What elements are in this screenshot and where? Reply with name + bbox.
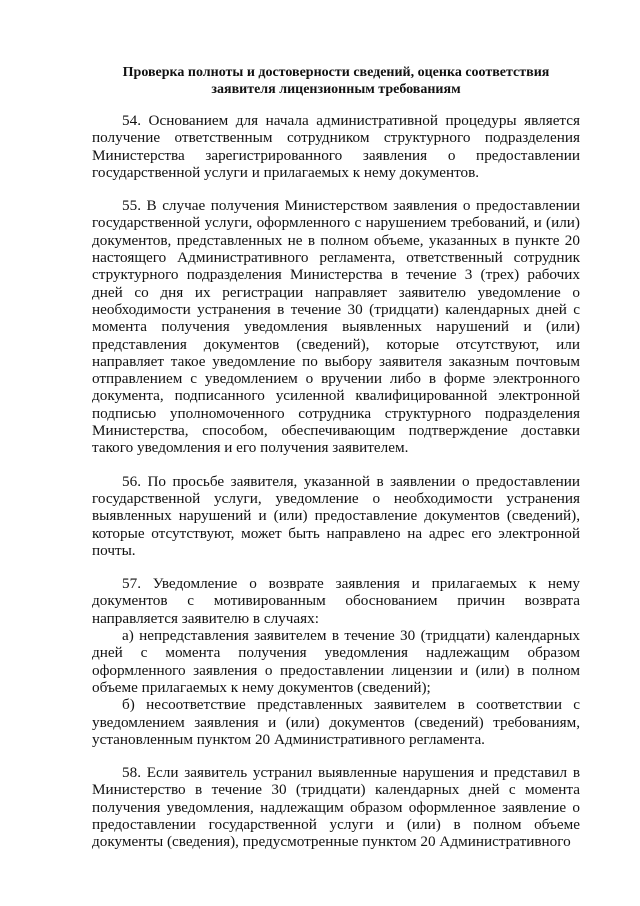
paragraph-57-item-b: б) несоответствие представленных заявителем в соответствии с уведомлением заявления и (или) документов (сведений) требованиям, установленным пунктом 20 Административного регламента. (92, 696, 580, 748)
paragraph-57-item-a: а) непредставления заявителем в течение 30 (тридцати) календарных дней с момента получения уведомления надлежащим образом оформленного заявления о предоставлении лицензии и (или) в полном объеме прилагаемых к нему документов (сведений); (92, 627, 580, 696)
paragraph-54: 54. Основанием для начала административной процедуры является получение ответственным сотрудником структурного подразделения Министерства зарегистрированного заявления о предоставлении государственной услуги и прилагаемых к нему документов. (92, 112, 580, 181)
paragraph-56: 56. По просьбе заявителя, указанной в заявлении о предоставлении государственной услуги, уведомление о необходимости устранения выявленных нарушений и (или) предоставление документов (сведений), которые отсутствуют, может быть направлено на адрес его электронной почты. (92, 472, 580, 559)
paragraph-58: 58. Если заявитель устранил выявленные нарушения и представил в Министерство в течение 30 (тридцати) календарных дней с момента получения уведомления, надлежащим образом оформленное заявление о предоставлении государственной услуги и (или) в полном объеме документы (сведения), предусмотренные пунктом 20 Административного (92, 764, 580, 851)
paragraph-55: 55. В случае получения Министерством заявления о предоставлении государственной услуги, оформленного с нарушением требований, и (или) документов, представленных не в полном объеме, указанных в пункте 20 настоящего Административного регламента, ответственный сотрудник структурного подразделения Министерства в течение 3 (трех) рабочих дней со дня их регистрации направляет заявителю уведомление о необходимости устранения в течение 30 (тридцати) календарных дней с момента получения уведомления выявленных нарушений и (или) представления документов (сведений), которые отсутствуют, или направляет такое уведомление по выбору заявителя заказным почтовым отправлением с уведомлением о вручении либо в форме электронного документа, подписанного усиленной квалифицированной электронной подписью уполномоченного сотрудника структурного подразделения Министерства, способом, обеспечивающим подтверждение доставки такого уведомления и его получения заявителем. (92, 197, 580, 457)
document-content (92, 64, 580, 867)
paragraph-57: 57. Уведомление о возврате заявления и прилагаемых к нему документов с мотивированным обоснованием причин возврата направляется заявителю в случаях: (92, 575, 580, 627)
section-heading-line-2: заявителя лицензионным требованиям (211, 82, 461, 97)
section-heading (92, 64, 580, 98)
section-heading-line-1: Проверка полноты и достоверности сведений, оценка соответствия (122, 65, 550, 80)
